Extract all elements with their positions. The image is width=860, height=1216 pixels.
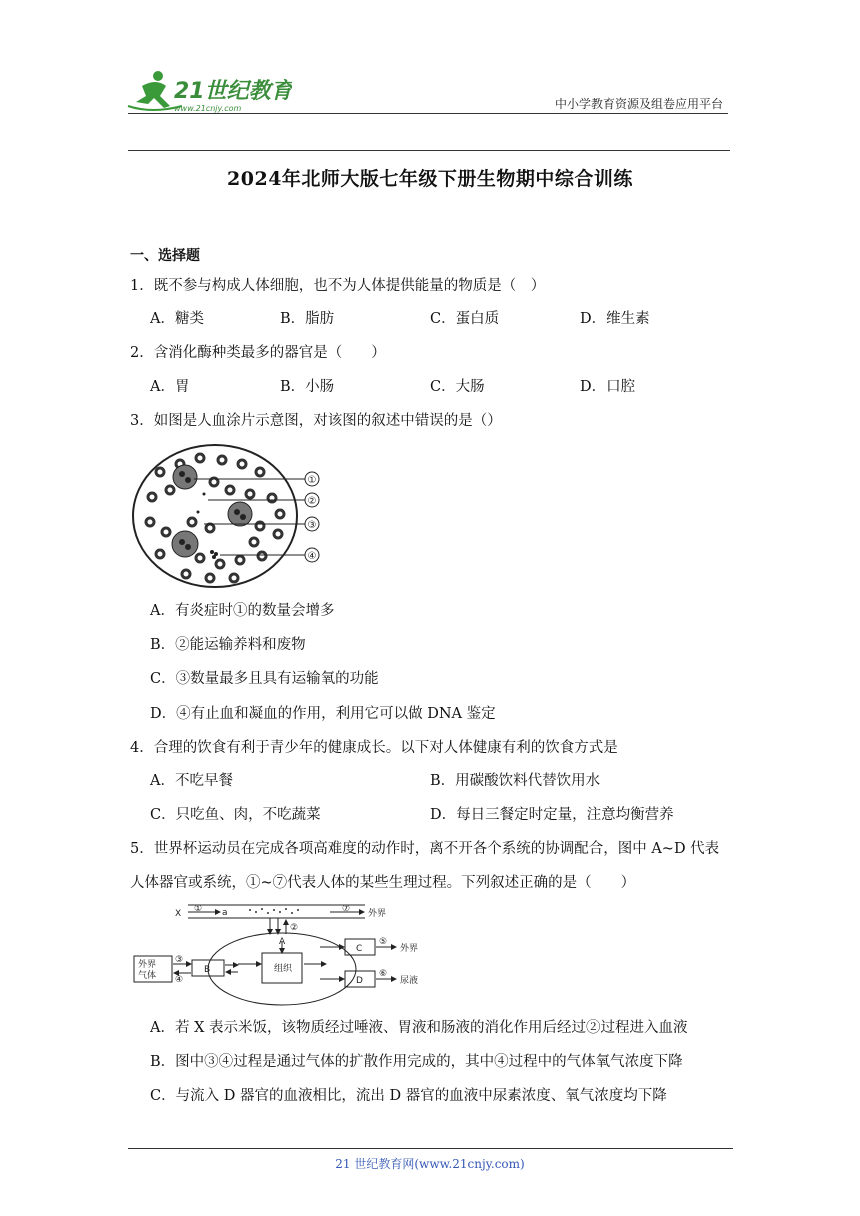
site-logo [122, 66, 292, 116]
question-1-option-c: C．蛋白质 [430, 311, 500, 327]
question-4-stem: 4．合理的饮食有利于青少年的健康成长。以下对人体健康有利的饮食方式是 [130, 740, 618, 756]
page-title: 2024年北师大版七年级下册生物期中综合训练 [227, 168, 633, 190]
question-2-option-a: A．胃 [150, 379, 190, 395]
question-5-option-a: A．若 X 表示米饭，该物质经过唾液、胃液和肠液的消化作用后经过②过程进入血液 [150, 1020, 688, 1036]
question-5-stem-line1: 5．世界杯运动员在完成各项高难度的动作时，离不开各个系统的协调配合，图中 A~D 代表 [130, 841, 720, 857]
diagram-gas-line1: 外界 [138, 960, 157, 970]
title-divider [128, 150, 730, 151]
diagram-A: A [279, 937, 286, 947]
diagram-urine: 尿液 [400, 976, 419, 986]
question-5-option-b: B．图中③④过程是通过气体的扩散作用完成的，其中④过程中的气体氧气浓度下降 [150, 1054, 683, 1070]
question-4-option-c: C．只吃鱼、肉，不吃蔬菜 [150, 807, 321, 823]
question-1-option-b: B．脂肪 [280, 311, 335, 327]
diagram-p3: ③ [175, 955, 184, 965]
question-1-option-d: D．维生素 [580, 311, 650, 327]
logo-url: www.21cnjy.com [174, 104, 242, 113]
figure-label-1: ① [307, 475, 317, 486]
diagram-a: a [222, 908, 228, 918]
question-5-option-c: C．与流入 D 器官的血液相比，流出 D 器官的血液中尿素浓度、氧气浓度均下降 [150, 1088, 667, 1104]
question-1-option-a: A．糖类 [150, 311, 204, 327]
platform-label: 中小学教育资源及组卷应用平台 [554, 97, 723, 111]
question-3-stem: 3．如图是人血涂片示意图，对该图的叙述中错误的是（） [130, 413, 502, 429]
diagram-C: C [356, 944, 363, 954]
diagram-tissue: 组织 [274, 964, 293, 974]
diagram-p2: ② [290, 923, 299, 933]
question-4-option-b: B．用碳酸饮料代替饮用水 [430, 773, 601, 789]
question-2-option-b: B．小肠 [280, 379, 335, 395]
question-2-option-c: C．大肠 [430, 379, 485, 395]
diagram-p1: ① [194, 904, 203, 914]
diagram-p7: ⑦ [342, 904, 351, 914]
blood-smear-figure [130, 442, 340, 592]
diagram-p5: ⑤ [379, 937, 388, 947]
question-1-stem: 1．既不参与构成人体细胞，也不为人体提供能量的物质是（ ） [130, 278, 546, 294]
footer-divider [128, 1148, 733, 1149]
question-2-option-d: D．口腔 [580, 379, 636, 395]
diagram-p6: ⑥ [379, 969, 388, 979]
physiology-diagram [130, 900, 430, 1010]
diagram-outside-top: 外界 [368, 909, 387, 919]
section-heading: 一、选择题 [130, 248, 200, 264]
footer-link[interactable]: 21 世纪教育网(www.21cnjy.com) [335, 1157, 525, 1171]
diagram-p4: ④ [175, 975, 184, 985]
question-3-option-d: D．④有止血和凝血的作用，利用它可以做 DNA 鉴定 [150, 706, 496, 722]
logo-main: 21世纪教育 [174, 79, 292, 104]
diagram-x: X [175, 909, 182, 919]
question-4-option-a: A．不吃早餐 [150, 773, 233, 789]
question-2-stem: 2．含消化酶种类最多的器官是（ ） [130, 345, 386, 361]
diagram-B: B [204, 965, 211, 975]
question-3-option-a: A．有炎症时①的数量会增多 [150, 603, 335, 619]
header-divider [128, 113, 728, 114]
question-4-option-d: D．每日三餐定时定量，注意均衡营养 [430, 807, 674, 823]
diagram-outside-c: 外界 [400, 944, 419, 954]
question-3-option-b: B．②能运输养料和废物 [150, 637, 306, 653]
diagram-gas-line2: 气体 [138, 971, 157, 981]
figure-label-4: ④ [307, 551, 317, 562]
question-5-stem-line2: 人体器官或系统，①~⑦代表人体的某些生理过程。下列叙述正确的是（ ） [130, 875, 636, 891]
figure-label-2: ② [307, 496, 317, 507]
question-3-option-c: C．③数量最多且具有运输氧的功能 [150, 671, 379, 687]
diagram-D: D [356, 976, 363, 986]
figure-label-3: ③ [307, 520, 317, 531]
